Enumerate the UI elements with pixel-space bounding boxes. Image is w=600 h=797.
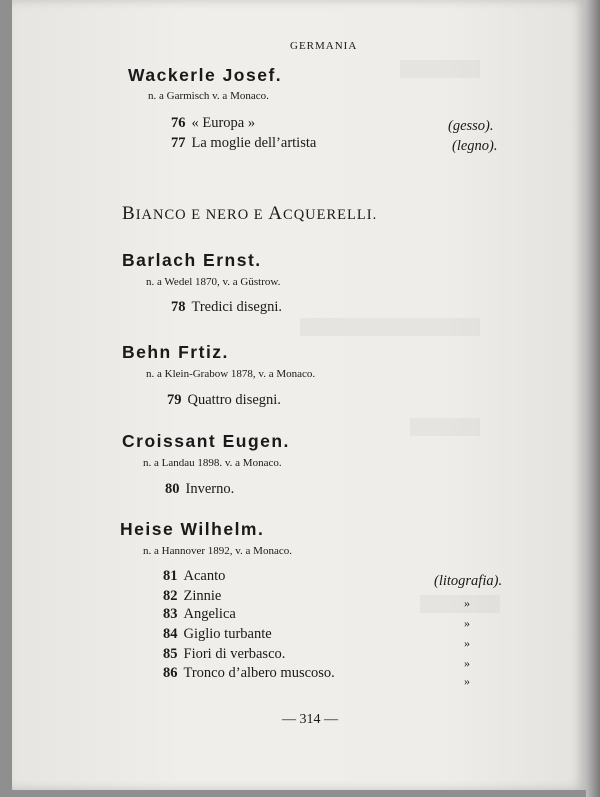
catalog-entry (167, 392, 281, 409)
entry-title: Giglio turbante (183, 626, 272, 642)
section-title-initial: B (122, 203, 136, 224)
entry-title: Tredici disegni. (191, 299, 282, 315)
entry-number: 77 (171, 135, 186, 151)
entry-number: 84 (163, 626, 178, 642)
entry-title: Tronco d’albero muscoso. (183, 665, 335, 681)
ditto-mark: » (464, 656, 470, 670)
entry-medium: (gesso). (448, 118, 494, 134)
artist-birth: n. a Klein-Grabow 1878, v. a Monaco. (146, 368, 316, 380)
section-title (122, 203, 377, 225)
entry-number: 82 (163, 588, 178, 604)
catalog-entry (171, 299, 282, 316)
running-head: GERMANIA (290, 40, 358, 52)
entry-title: Quattro disegni. (187, 392, 281, 408)
ditto-mark: » (464, 674, 470, 688)
artist-birth: n. a Landau 1898. v. a Monaco. (143, 457, 282, 469)
page-edge-shadow (586, 0, 600, 797)
page-number: — 314 — (282, 712, 338, 727)
entry-medium: (legno). (452, 138, 498, 154)
catalog-entry (171, 135, 316, 152)
artist-birth: n. a Wedel 1870, v. a Güstrow. (146, 276, 281, 288)
catalog-entry (163, 606, 236, 623)
section-title-initial: A (268, 203, 284, 224)
bleed-through-mark (410, 418, 480, 436)
artist-name: Wackerle Josef. (128, 65, 283, 85)
artist-name: Heise Wilhelm. (120, 519, 265, 539)
entry-number: 80 (165, 481, 180, 497)
catalog-entry (163, 588, 221, 605)
artist-birth: n. a Garmisch v. a Monaco. (148, 90, 269, 102)
entry-title: Zinnie (183, 588, 222, 604)
artist-name: Barlach Ernst. (122, 250, 262, 270)
catalog-entry (163, 568, 225, 585)
entry-title: Inverno. (185, 481, 235, 497)
bleed-through-mark (420, 595, 500, 613)
entry-title: Fiori di verbasco. (183, 646, 286, 662)
entry-number: 81 (163, 568, 178, 584)
catalog-entry (163, 626, 272, 643)
ditto-mark: » (464, 596, 470, 610)
catalog-entry (163, 665, 335, 682)
entry-number: 78 (171, 299, 186, 315)
entry-title: La moglie dell’artista (191, 135, 317, 151)
entry-number: 86 (163, 665, 178, 681)
bleed-through-mark (400, 60, 480, 78)
entry-number: 85 (163, 646, 178, 662)
entry-number: 79 (167, 392, 182, 408)
catalog-entry (163, 646, 285, 663)
artist-name: Behn Frtiz. (122, 342, 229, 362)
entry-number: 83 (163, 606, 178, 622)
catalog-entry (165, 481, 234, 498)
artist-birth: n. a Hannover 1892, v. a Monaco. (143, 545, 292, 557)
entry-number: 76 (171, 115, 186, 131)
section-title-text: CQUERELLI. (283, 207, 378, 223)
ditto-mark: » (464, 616, 470, 630)
section-title-text: IANCO E NERO E (135, 207, 269, 223)
ditto-mark: » (464, 636, 470, 650)
entry-medium: (litografia). (434, 573, 503, 589)
catalog-entry (171, 115, 255, 132)
artist-name: Croissant Eugen. (122, 431, 290, 451)
entry-title: Acanto (183, 568, 226, 584)
entry-title: « Europa » (191, 115, 256, 131)
entry-title: Angelica (183, 606, 236, 622)
bleed-through-mark (300, 318, 480, 336)
